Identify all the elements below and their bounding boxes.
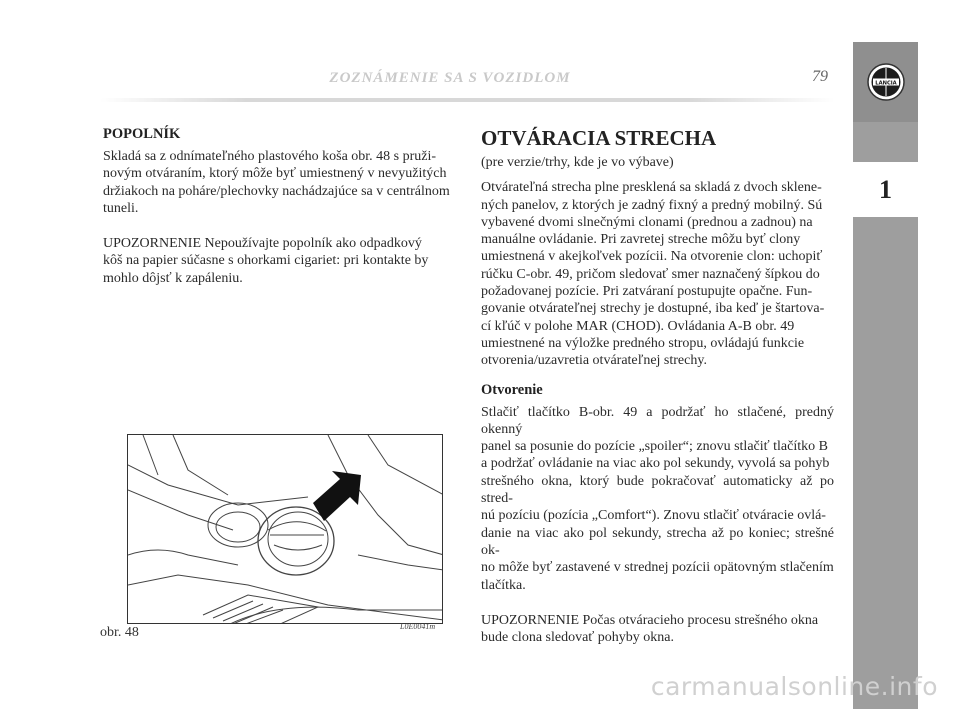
text-line: kôš na papier súčasne s ohorkami cigariet: pri kontakte by xyxy=(103,253,429,269)
sunroof-subtitle: (pre verzie/trhy, kde je vo výbave) xyxy=(481,155,674,170)
text-line: UPOZORNENIE Počas otváracieho procesu strešného okna xyxy=(481,612,819,628)
arrow-pointer-icon xyxy=(313,471,361,521)
text-line: tlačítka. xyxy=(481,577,526,593)
header-rule xyxy=(100,98,835,102)
ashtray-description xyxy=(103,148,455,217)
figure-caption: obr. 48 xyxy=(100,625,139,640)
subheading-opening: Otvorenie xyxy=(481,381,543,398)
ashtray-drawing xyxy=(128,435,443,624)
text-line: novým otváraním, ktorý môže byť umiestnený v nevyužitých xyxy=(103,166,447,182)
figure-code: L0E0041m xyxy=(400,622,436,631)
chapter-sidebar xyxy=(853,42,918,709)
section-heading-sunroof: OTVÁRACIA STRECHA xyxy=(481,126,717,150)
watermark: carmanualsonline.info xyxy=(650,672,938,701)
text-line: umiestnené na výložke predného stropu, ovládajú funkcie xyxy=(481,335,805,351)
running-header-title: ZOZNÁMENIE SA S VOZIDLOM xyxy=(329,70,571,86)
section-heading-ashtray: POPOLNÍK xyxy=(103,126,181,142)
text-line: mohlo dôjsť k zapáleniu. xyxy=(103,270,243,286)
ashtray-warning xyxy=(103,235,455,287)
left-column xyxy=(103,126,455,287)
logo-text: LANCIA xyxy=(875,80,897,87)
text-line: manuálne ovládanie. Pri zavretej streche môžu byť clony xyxy=(481,232,801,248)
text-line: ných panelov, z ktorých je zadný fixný a predný mobilný. Sú xyxy=(481,197,823,213)
text-line: cí kľúč v polohe MAR (CHOD). Ovládania A-B obr. 49 xyxy=(481,318,795,334)
right-column xyxy=(481,126,834,646)
text-line: a podržať ovládanie na viac ako pol sekundy, vyvolá sa pohyb xyxy=(481,456,830,472)
chapter-number: 1 xyxy=(879,174,892,204)
text-line: danie na viac ako pol sekundy, strecha až po koniec; strešné ok- xyxy=(481,525,834,558)
text-line: strešného okna, ktorý bude pokračovať automaticky až po stred- xyxy=(481,473,834,507)
sunroof-description xyxy=(481,179,834,369)
text-line: no môže byť zastavené v strednej pozícii opätovným stlačením xyxy=(481,560,834,576)
text-line: tuneli. xyxy=(103,200,139,216)
text-line: bude clona sledovať pohyby okna. xyxy=(481,630,674,646)
text-line: vybavené dvomi slnečnými clonami (prednou a zadnou) na xyxy=(481,214,813,230)
figure-48-illustration xyxy=(127,434,443,624)
text-line: Skladá sa z odnímateľného plastového koša obr. 48 s pruži- xyxy=(103,149,437,164)
opening-description xyxy=(481,404,834,594)
text-line: Stlačiť tlačítko B-obr. 49 a podržať ho stlačené, predný okenný xyxy=(481,404,834,437)
text-line: nú pozíciu (pozícia „Comfort“). Znovu stlačiť otváracie ovlá- xyxy=(481,508,826,524)
text-line: požadovanej pozície. Pri zatváraní postupujte opačne. Fun- xyxy=(481,284,813,300)
sunroof-warning xyxy=(481,612,834,647)
text-line: Otvárateľná strecha plne presklená sa skladá z dvoch sklene- xyxy=(481,180,822,196)
text-line: govanie otvárateľnej strechy je dostupné, iba keď je štartova- xyxy=(481,301,825,317)
text-line: UPOZORNENIE Nepoužívajte popolník ako odpadkový xyxy=(103,236,422,252)
text-line: umiestnená v akejkoľvek pozícii. Na otvorenie clon: uchopiť xyxy=(481,249,823,265)
chapter-tab xyxy=(853,162,918,217)
page-number: 79 xyxy=(812,68,828,85)
text-line: otvorenia/uzavretia otvárateľnej strechy. xyxy=(481,353,707,369)
text-line: rúčku C-obr. 49, pričom sledovať smer naznačený šípkou do xyxy=(481,266,820,282)
text-line: panel sa posunie do pozície „spoiler“; znovu stlačiť tlačítko B xyxy=(481,439,828,455)
text-line: držiakoch na poháre/plechovky nachádzajúce sa v centrálnom xyxy=(103,183,450,199)
lancia-shield-icon xyxy=(866,62,906,102)
